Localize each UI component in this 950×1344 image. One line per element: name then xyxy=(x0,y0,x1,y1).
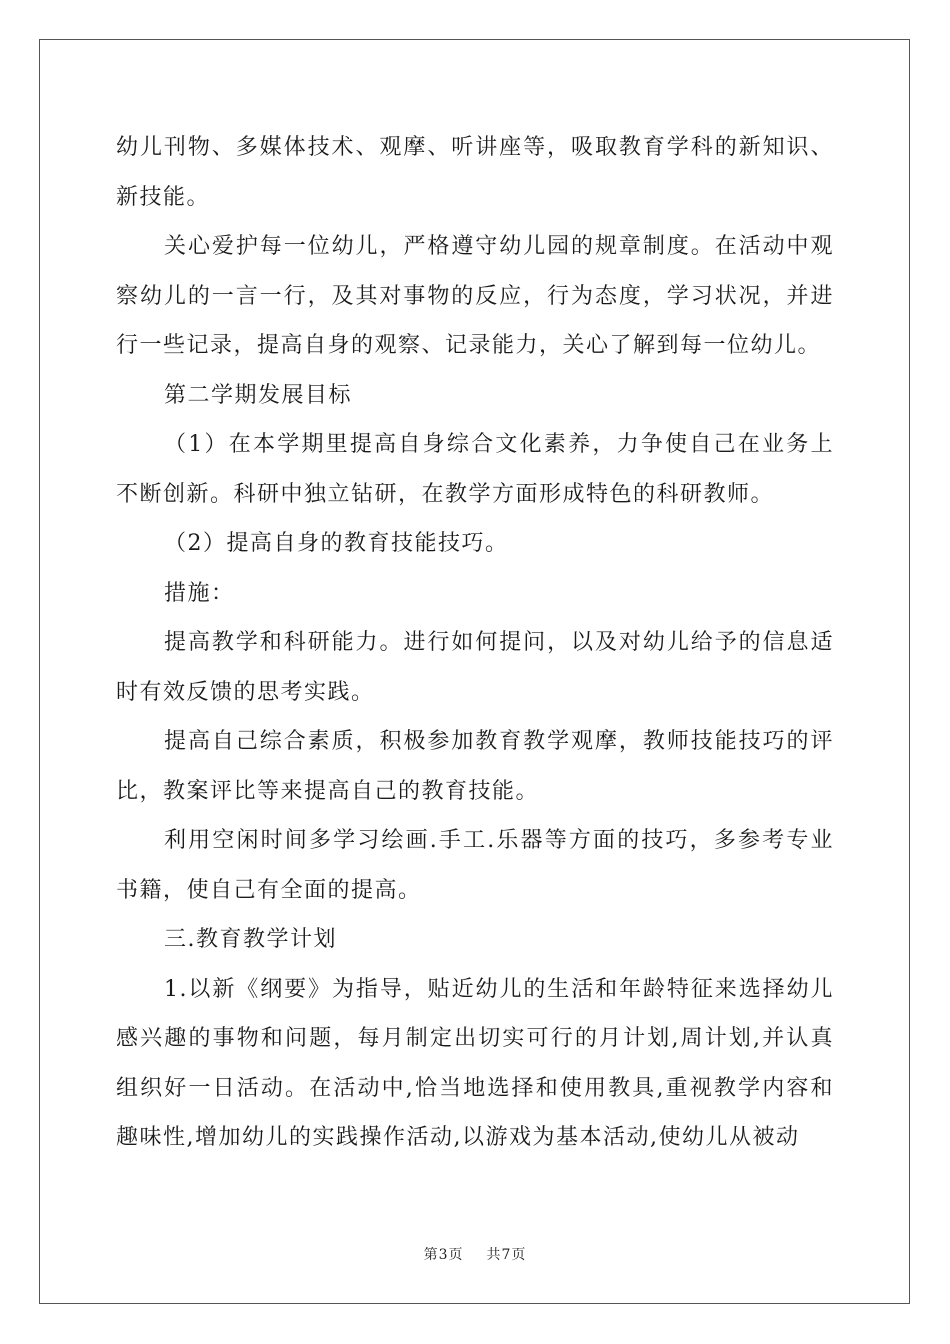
document-body xyxy=(116,123,834,1163)
page-total: 共7页 xyxy=(486,1247,527,1263)
paragraph: 利用空闲时间多学习绘画.手工.乐器等方面的技巧，多参考专业书籍，使自己有全面的提高。 xyxy=(116,828,834,903)
paragraph: 提高教学和科研能力。进行如何提问，以及对幼儿给予的信息适时有效反馈的思考实践。 xyxy=(116,630,834,705)
paragraph: 1.以新《纲要》为指导，贴近幼儿的生活和年龄特征来选择幼儿感兴趣的事物和问题，每月制定出切实可行的月计划,周计划,并认真组织好一日活动。在活动中,恰当地选择和使用教具,重视教学内容和趣味性,增加幼儿的实践操作活动,以游戏为基本活动,使幼儿从被动 xyxy=(116,976,834,1150)
page-footer xyxy=(0,1244,950,1264)
paragraph: （2）提高自身的教育技能技巧。 xyxy=(164,531,509,556)
section-heading: 第二学期发展目标 xyxy=(164,382,353,408)
paragraph: 幼儿刊物、多媒体技术、观摩、听讲座等，吸取教育学科的新知识、新技能。 xyxy=(116,135,834,210)
paragraph: 关心爱护每一位幼儿，严格遵守幼儿园的规章制度。在活动中观察幼儿的一言一行，及其对事物的反应，行为态度，学习状况，并进行一些记录，提高自身的观察、记录能力，关心了解到每一位幼儿。 xyxy=(116,234,834,358)
paragraph: （1）在本学期里提高自身综合文化素养，力争使自己在业务上不断创新。科研中独立钻研，在教学方面形成特色的科研教师。 xyxy=(116,432,834,507)
section-heading: 措施： xyxy=(164,580,235,606)
page-number: 第3页 xyxy=(423,1247,464,1263)
paragraph: 提高自己综合素质，积极参加教育教学观摩，教师技能技巧的评比，教案评比等来提高自己的教育技能。 xyxy=(116,729,834,804)
section-heading: 三.教育教学计划 xyxy=(164,927,337,952)
